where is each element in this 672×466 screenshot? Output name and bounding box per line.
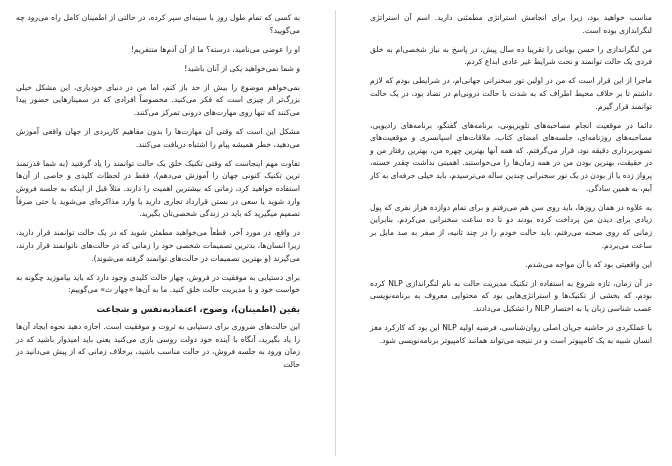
paragraph: من لنگراندازی را حسن بوبانی را تقریبا ده سال پیش، در پاسخ به نیاز شخصی‌ام به خلق فردی یک حالت توانمند و تحت شرایط غیر عادی ابداع کردم. [370, 44, 652, 67]
paragraph: او را عوضی می‌نامید، درسته؟ ما از آن آدم‌ها متنفریم! [130, 44, 300, 54]
paragraph: مشکل این است که وقتی آن مهارت‌ها را بدون مفاهیم کاربردی از جهان واقعی آموزش می‌دهید، خطر همیشه پیام را اشتباه دریافت می‌کنند. [16, 127, 300, 149]
paragraph: این حالت‌های ضروری برای دستیابی به ثروت و موفقیت است. اجازه دهید نحوه ایجاد آن‌ها را یاد بگیرید، آنگاه با آینده خود دولت روسی بازی می‌کنید یعنی باید امیدوار باشید که در زمان ورود به جلسه فروش، در حالت مناسب باشید، برخلاف زمانی که از پیش می‌دانید در حالت [16, 322, 300, 370]
paragraph: در آن زمان، تازه شروع به استفاده از تکنیک مدیریت حالت به نام لنگراندازی NLP کرده بودم، که بخشی از تکنیک‌ها و استراتژی‌هایی بود که محتوایی معروف به برنامه‌نویسی عصب شناسی زبان یا به اختصار NLP را تشکیل می‌دادند. [370, 278, 652, 313]
paragraph: در واقع، در مورد آخر، قطعاً می‌خواهید مطمئن شوید که در یک حالت توانمند قرار دارید، زیرا انسان‌ها، بدترین تصمیمات شخصی خود را زمانی که در حالت‌های ناتوانمند قرار دارند، می‌گیرند (و بهترین تصمیمات در حالت‌های توانمند گرفته می‌شوند). [16, 228, 300, 263]
paragraph: تفاوت مهم اینجاست که وقتی تکنیک خلق یک حالت توانمند را یاد گرفتید (به شما قدرتمند ترین تکنیک کنونی جهان را آموزش می‌دهم)، فقط در لحظات کلیدی و خاصی از آن‌ها استفاده خواهید کرد، زمانی که بیشترین اهمیت را دارند. مثلاً قبل از اینکه به جلسه فروش وارد شوید یا سعی در بستن قرارداد تجاری دارید یا وارد مذاکره‌ای می‌شوید یا حتی صرفاً تصمیم میگیرید که باید در زندگی شخصی‌تان بگیرید. [16, 158, 300, 219]
paragraph: برای دستیابی به موفقیت در فروش، چهار حالت کلیدی وجود دارد که باید بیاموزید چگونه به خواست خود و با مدیریت حالت خلق کنید. ما به آن‌ها «چهار ث» می‌گوییم: [16, 272, 300, 295]
paragraph: دائما در موقعیت انجام مصاحبه‌های تلویزیونی، برنامه‌های گفتگو، برنامه‌های رادیویی، مصاحبه‌های روزنامه‌ای، جلسه‌های امضای کتاب، ملاقات‌های اسپانسری و موقعیت‌های تصویربرداری دقیقه نود، قرار می‌گرفتم. که همه آنها بهترین چهره من، بهترین رفتار من و در حقیقت، بهترین بودن من در همه زمان‌ها را می‌خواستند. اهمیتی نداشت چقدر خسته، پرواز زده یا از بودن در یک تور سخنرانی چندین ساله می‌ترسیدم، باید خیلی حرفه‌ای به کار آیم، به همین سادگی. [370, 120, 652, 193]
paragraph: این واقعیتی بود که با آن مواجه می‌شدم. [525, 259, 652, 269]
paragraph: و شما نمی‌خواهید یکی از آنان باشید! [184, 63, 300, 73]
paragraph: به علاوه در همان روزها، باید روی سن هم می‌رفتم و برای تمام دوازده هزار نفری که پول زیادی برای دیدن من پرداخت کرده بودند دو تا ده ساعت سخنرانی می‌کردم. بنابراین زمانی که روی صحنه می‌رفتم، باید حالت خودم را در چند ثانیه، از صفر به صد مایل بر ساعت می‌بردم. [370, 202, 652, 250]
paragraph: با عملکردی در حاشیه جریان اصلی روان‌شناسی، فرضیه اولیه NLP این بود که کارکرد مغز انسان شبیه به یک کامپیوتر است و در نتیجه می‌تواند همانند کامپیوتر برنامه‌نویسی شود. [370, 322, 652, 345]
paragraph: ماجرا از این قرار است که من در اولین تور سخنرانی جهانی‌ام، در شرایطی بودم که لازم داشتم تا بر خلاف محیط اطراف که به شدت با حالت درونی‌ام در تضاد بود، در یک حالت توانمند قرار گیرم. [370, 76, 652, 111]
right-page [336, 0, 672, 466]
paragraph: نمی‌خواهم موضوع را بیش از حد باز کنم، اما من در دنیای خودیاری، این مشکل خیلی بزرگ‌تر از چیزی است که فکر می‌کنید. مخصوصاً افرادی که در سمینارهایی حضور پیدا می‌کنند که تنها روی مهارت‌های درونی تمرکز می‌کنند. [16, 82, 300, 118]
highlighted-heading: یقین (اطمینان)، وضوح، اعتماد‌به‌نفس و شجاعت [96, 305, 300, 316]
paragraph: مناسب خواهید بود، زیرا برای انجامش استراتژی مطمئنی دارید. اسم آن استراتژی لنگراندازی بوده است. [370, 13, 652, 35]
paragraph: به کسی که تمام طول روز با سینه‌ای سپر کرده، در حالتی از اطمینان کامل راه می‌رود چه می‌گویید؟ [16, 13, 300, 35]
